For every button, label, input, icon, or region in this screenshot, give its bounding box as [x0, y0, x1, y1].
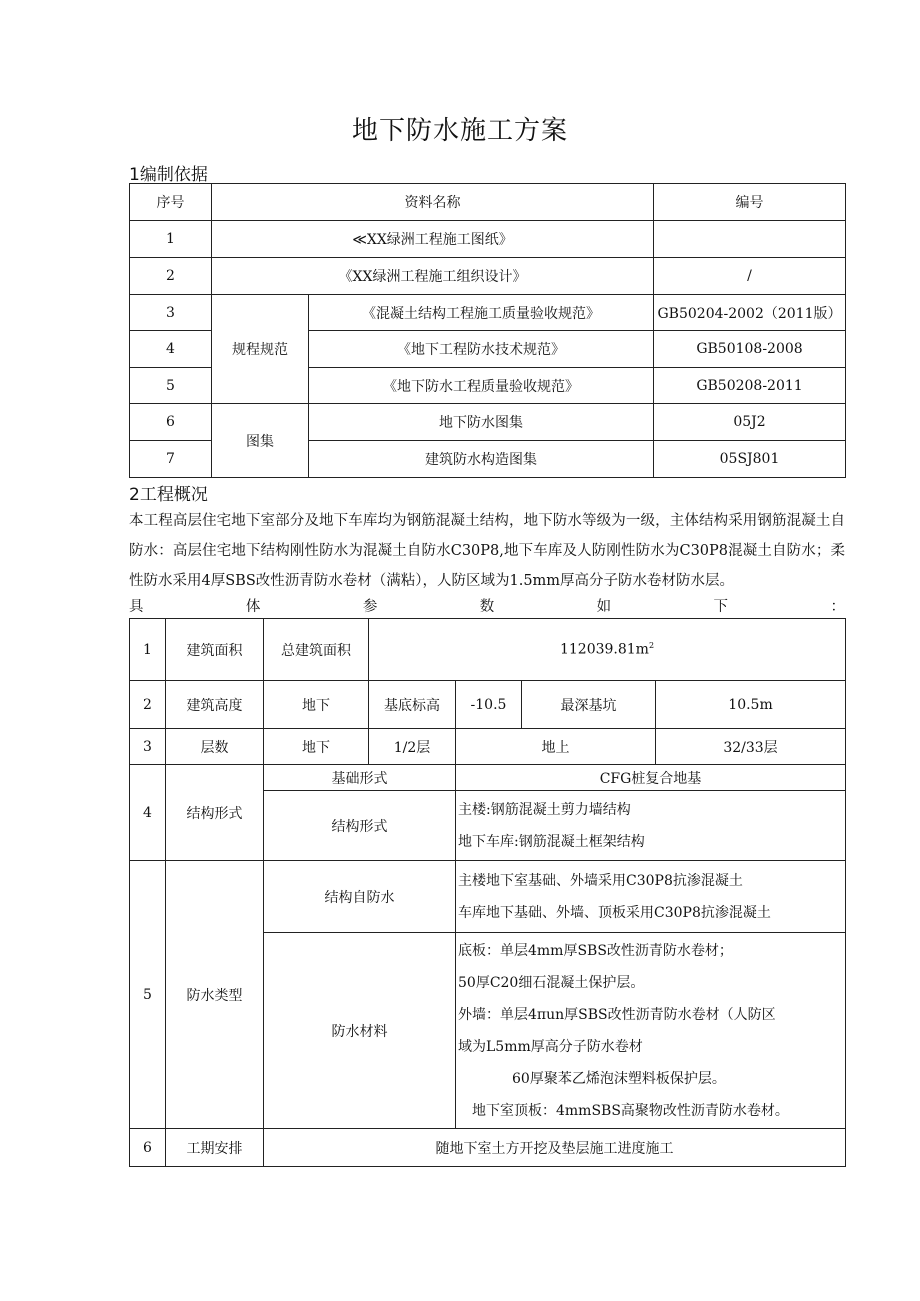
table-row: 3 层数 地下 1/2层 地上 32/33层	[130, 729, 846, 765]
header-name: 资料名称	[212, 184, 654, 221]
table-row: 3 规程规范 《混凝土结构工程施工质量验收规范》 GB50204-2002（2011版）	[130, 295, 846, 331]
table-row: 5 《地下防水工程质量验收规范》 GB50208-2011	[130, 368, 846, 404]
table-row: 2 建筑高度 地下 基底标高 -10.5 最深基坑 10.5m	[130, 681, 846, 729]
table-row: 防水材料 底板：单层4mm厚SBS改性沥青防水卷材； 50厚C20细石混凝土保护层。 外墙：单层4πun厚SBS改性沥青防水卷材（人防区 域为L5mm厚高分子防水卷材 60厚聚苯乙烯泡沫塑料板保护层。 地下室顶板：4mmSBS高聚物改性沥青防水卷材。	[130, 933, 846, 1129]
overview-table	[129, 618, 846, 1167]
table-row: 6 图集 地下防水图集 05J2	[130, 404, 846, 441]
header-no: 序号	[130, 184, 212, 221]
table-row: 4 结构形式 基础形式 CFG桩复合地基	[130, 765, 846, 791]
table-row: 2 《XX绿洲工程施工组织设计》 /	[130, 258, 846, 295]
section-heading-overview: 2工程概况	[129, 485, 208, 505]
table-row: 6 工期安排 随地下室土方开挖及垫层施工进度施工	[130, 1129, 846, 1167]
group-atlas: 图集	[212, 404, 309, 478]
section-heading-basis: 1编制依据	[129, 165, 208, 185]
overview-paragraph: 本工程高层住宅地下室部分及地下车库均为钢筋混凝土结构，地下防水等级为一级，主体结构采用钢筋混凝土自防水：高层住宅地下结构刚性防水为混凝土自防水C30P8,地下车库及人防刚性防水为C30P8混凝土自防水；柔性防水采用4厚SBS改性沥青防水卷材（满粘），人防区域为1.5mm厚高分子防水卷材防水层。	[129, 513, 845, 589]
table-row: 结构形式 主楼:钢筋混凝土剪力墙结构 地下车库:钢筋混凝土框架结构	[130, 791, 846, 861]
table-row: 7 建筑防水构造图集 05SJ801	[130, 441, 846, 478]
table-row: 1 ≪XX绿洲工程施工图纸》	[130, 221, 846, 258]
total-area-value: $112039.81m^2$	[369, 619, 846, 681]
group-standards: 规程规范	[212, 295, 309, 404]
page-title: 地下防水施工方案	[351, 116, 568, 146]
lead-line: 具 体 参 数 如 下 ：	[129, 599, 845, 615]
table-row: 4 《地下工程防水技术规范》 GB50108-2008	[130, 331, 846, 368]
basis-table	[129, 183, 846, 478]
table-row: 5 防水类型 结构自防水 主楼地下室基础、外墙采用C30P8抗渗混凝土 车库地下基础、外墙、顶板采用C30P8抗渗混凝土	[130, 861, 846, 933]
table-row: 1 建筑面积 总建筑面积 $112039.81m^2$	[130, 619, 846, 681]
header-code: 编号	[654, 184, 846, 221]
